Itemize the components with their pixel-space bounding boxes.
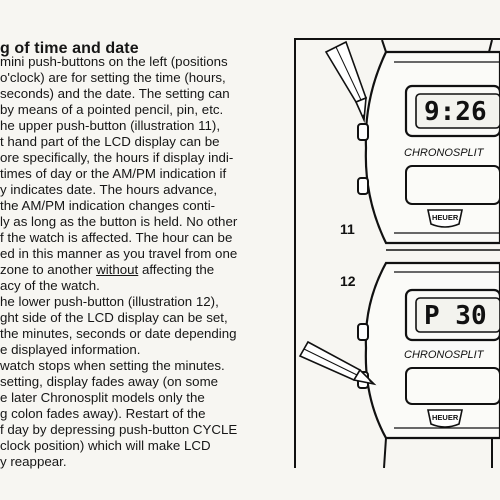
pencil-icon bbox=[326, 42, 366, 120]
text-line: clock position) which will make LCD bbox=[0, 438, 211, 453]
text-line bbox=[0, 262, 214, 278]
text-line: ly as long as the button is held. No other bbox=[0, 214, 238, 229]
logo-text: HEUER bbox=[432, 213, 459, 222]
text-line: g colon fades away). Restart of the bbox=[0, 406, 206, 421]
upper-push-button bbox=[358, 324, 368, 340]
text-line: t hand part of the LCD display can be bbox=[0, 134, 220, 149]
pencil-icon bbox=[300, 342, 374, 384]
watch-illustration-12 bbox=[300, 250, 500, 468]
upper-push-button bbox=[358, 124, 368, 140]
text-line: the minutes, seconds or date depending bbox=[0, 326, 237, 341]
text-line: he lower push-button (illustration 12), bbox=[0, 294, 219, 309]
text-line: y indicates date. The hours advance, bbox=[0, 182, 218, 197]
text-line: by means of a pointed pencil, pin, etc. bbox=[0, 102, 224, 117]
watch-illustrations bbox=[294, 38, 500, 468]
lcd-value: P 30 bbox=[424, 301, 487, 331]
text-line: acy of the watch. bbox=[0, 278, 100, 293]
text-fragment: zone to another bbox=[0, 262, 97, 277]
text-line: ght side of the LCD display can be set, bbox=[0, 310, 228, 325]
text-fragment: affecting the bbox=[138, 262, 215, 277]
text-line: ed in this manner as you travel from one bbox=[0, 246, 238, 261]
text-line: watch stops when setting the minutes. bbox=[0, 358, 225, 373]
watch-illustration-11 bbox=[326, 40, 500, 243]
text-line: times of day or the AM/PM indication if bbox=[0, 166, 227, 181]
logo-text: HEUER bbox=[432, 413, 459, 422]
text-line: y reappear. bbox=[0, 454, 67, 469]
brand-label: CHRONOSPLIT bbox=[404, 147, 484, 159]
lower-push-button bbox=[358, 178, 368, 194]
illustration-number: 11 bbox=[340, 221, 355, 237]
section-heading: g of time and date bbox=[0, 40, 139, 57]
text-line: f day by depressing push-button CYCLE bbox=[0, 422, 238, 437]
text-line: ore specifically, the hours if display indi- bbox=[0, 150, 234, 165]
lcd-value: 9:26 bbox=[424, 97, 487, 127]
underlined-word: without bbox=[96, 262, 139, 277]
text-line: mini push-buttons on the left (positions bbox=[0, 54, 228, 69]
text-line: the AM/PM indication changes conti- bbox=[0, 198, 216, 213]
text-line: seconds) and the date. The setting can bbox=[0, 86, 230, 101]
brand-label: CHRONOSPLIT bbox=[404, 349, 484, 361]
text-line: setting, display fades away (on some bbox=[0, 374, 219, 389]
text-line: e later Chronosplit models only the bbox=[0, 390, 205, 405]
text-line: he upper push-button (illustration 11), bbox=[0, 118, 221, 133]
illustration-number: 12 bbox=[340, 273, 356, 289]
text-line: f the watch is affected. The hour can be bbox=[0, 230, 233, 245]
text-line: e displayed information. bbox=[0, 342, 141, 357]
text-line: o'clock) are for setting the time (hours, bbox=[0, 70, 226, 85]
